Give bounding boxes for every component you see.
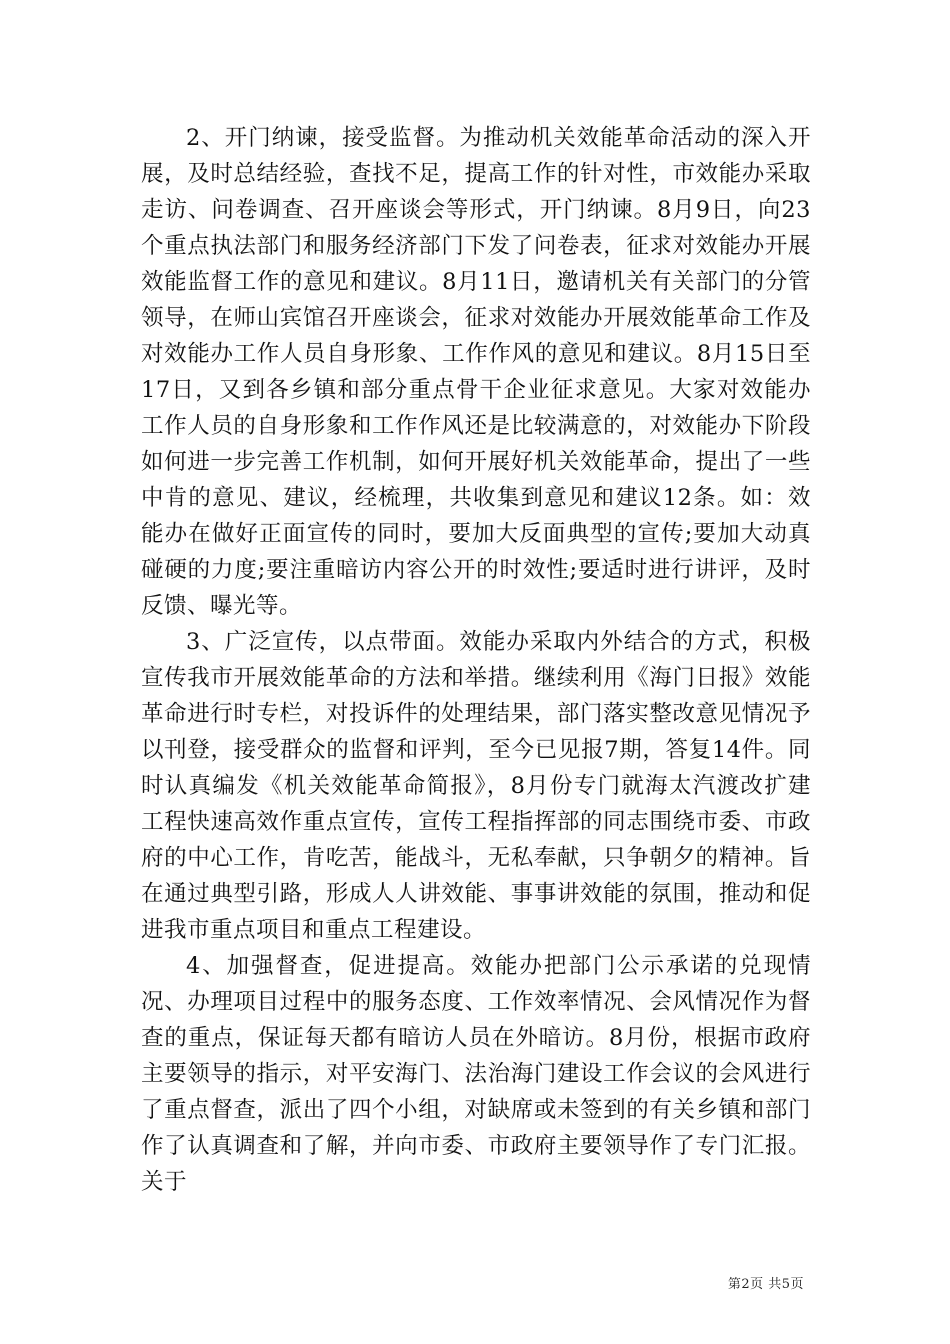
- paragraph-4-supervision: 4、加强督查，促进提高。效能办把部门公示承诺的兑现情况、办理项目过程中的服务态度、工作效率情况、会风情况作为督查的重点，保证每天都有暗访人员在外暗访。8月份，根据市政府主要领导的指示，对平安海门、法治海门建设工作会议的会风进行了重点督查，派出了四个小组，对缺席或未签到的有关乡镇和部门作了认真调查和了解，并向市委、市政府主要领导作了专门汇报。关于: [141, 953, 811, 1195]
- paragraph-3-publicity: 3、广泛宣传，以点带面。效能办采取内外结合的方式，积极宣传我市开展效能革命的方法和举措。继续利用《海门日报》效能革命进行时专栏，对投诉件的处理结果，部门落实整改意见情况予以刊登，接受群众的监督和评判，至今已见报7期，答复14件。同时认真编发《机关效能革命简报》，8月份专门就海太汽渡改扩建工程快速高效作重点宣传，宣传工程指挥部的同志围绕市委、市政府的中心工作，肯吃苦，能战斗，无私奉献，只争朝夕的精神。旨在通过典型引路，形成人人讲效能、事事讲效能的氛围，推动和促进我市重点项目和重点工程建设。: [141, 629, 811, 943]
- document-body: [141, 120, 811, 1200]
- paragraph-2-open-door-advice: 2、开门纳谏，接受监督。为推动机关效能革命活动的深入开展，及时总结经验，查找不足，提高工作的针对性，市效能办采取走访、问卷调查、召开座谈会等形式，开门纳谏。8月9日，向23个重点执法部门和服务经济部门下发了问卷表，征求对效能办开展效能监督工作的意见和建议。8月11日，邀请机关有关部门的分管领导，在师山宾馆召开座谈会，征求对效能办开展效能革命工作及对效能办工作人员自身形象、工作作风的意见和建议。8月15日至17日，又到各乡镇和部分重点骨干企业征求意见。大家对效能办工作人员的自身形象和工作作风还是比较满意的，对效能办下阶段如何进一步完善工作机制，如何开展好机关效能革命，提出了一些中肯的意见、建议，经梳理，共收集到意见和建议12条。如：效能办在做好正面宣传的同时，要加大反面典型的宣传;要加大动真碰硬的力度;要注重暗访内容公开的时效性;要适时进行讲评，及时反馈、曝光等。: [141, 125, 811, 619]
- page-number-footer: 第2页 共5页: [727, 1277, 804, 1292]
